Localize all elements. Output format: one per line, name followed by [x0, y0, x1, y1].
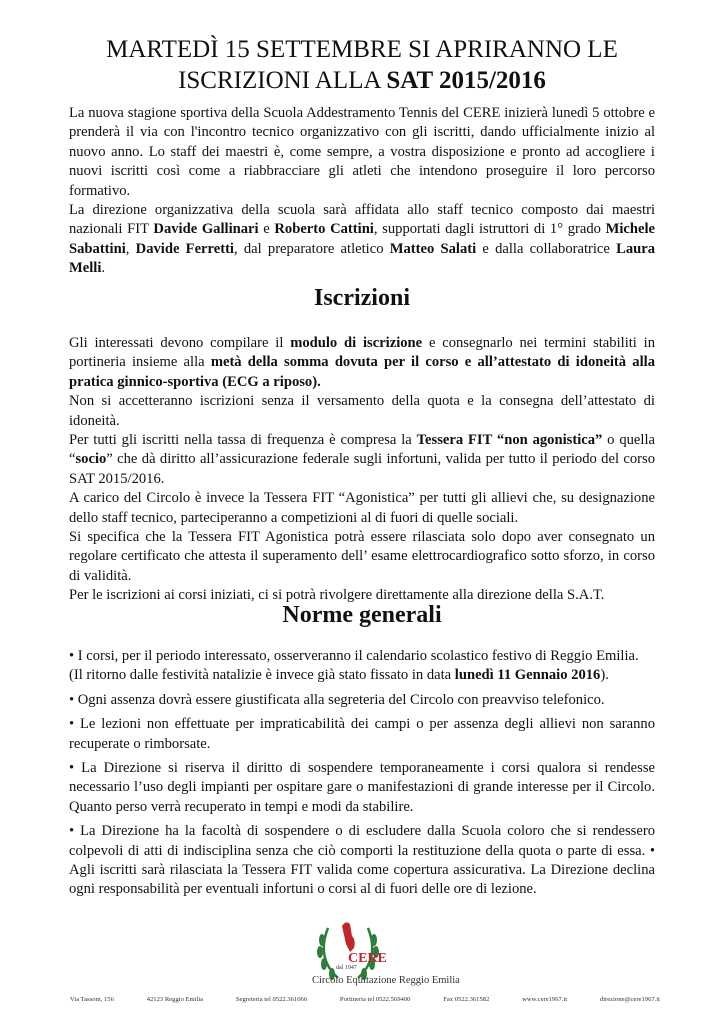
text: o quella “ — [69, 432, 655, 468]
footer-email: direzione@cere1967.it — [599, 996, 660, 1003]
footer-segreteria: Segreteria tel 0522.361066 — [235, 996, 308, 1003]
text: , supportati dagli istruttori di 1° grado — [373, 221, 606, 238]
footer-address: Via Tassoni, 156 — [70, 996, 114, 1003]
staff-name: Matteo Salati — [389, 240, 477, 257]
logo-established: dal 1947 — [336, 965, 357, 971]
text: La direzione organizzativa della scuola sarà affidata allo staff tecnico composto dai maestri nazionali FIT — [69, 202, 655, 238]
iscrizioni-paragraph-1 — [69, 334, 655, 392]
footer-fax: Fax 0522.361582 — [443, 996, 490, 1003]
title-line-2 — [60, 65, 664, 96]
text: . — [101, 260, 106, 277]
bold-text: lunedì 11 Gennaio 2016 — [454, 667, 601, 684]
iscrizioni-paragraph-4: A carico del Circolo è invece la Tessera FIT “Agonistica” per tutti gli allievi che, su designazione dello staff tecnico, parteciperanno a competizioni al di fuori di quelle sociali. — [69, 490, 655, 526]
bold-text: Tessera FIT “non agonistica” — [416, 432, 603, 449]
heading-iscrizioni: Iscrizioni — [314, 285, 410, 311]
footer-city: 42123 Reggio Emilia — [146, 996, 204, 1003]
logo-club-name: Circolo Equitazione Reggio Emilia — [312, 975, 460, 986]
intro-section — [69, 104, 655, 279]
staff-name: Davide Gallinari — [153, 221, 259, 238]
norme-section — [69, 647, 655, 905]
title-line-1: MARTEDÌ 15 SETTEMBRE SI APRIRANNO LE — [106, 36, 618, 63]
bold-text: modulo di iscrizione — [290, 335, 423, 351]
footer-contacts — [70, 996, 660, 1003]
page-title — [60, 34, 664, 96]
text: e dalla collaboratrice — [476, 240, 617, 257]
title-season: SAT 2015/2016 — [386, 67, 546, 94]
iscrizioni-paragraph-2: Non si accetteranno iscrizioni senza il versamento della quota e la consegna dell’attestato di idoneità. — [69, 393, 655, 429]
title-prefix: ISCRIZIONI ALLA — [178, 67, 387, 94]
iscrizioni-paragraph-3 — [69, 431, 655, 489]
horse-icon — [342, 922, 355, 952]
text: • I corsi, per il periodo interessato, osserveranno il calendario scolastico festivo di Reggio Emilia. — [69, 648, 639, 664]
text: ). — [600, 667, 609, 684]
iscrizioni-paragraph-5: Si specifica che la Tessera FIT Agonistica potrà essere rilasciata solo dopo aver consegnato un regolare certificato che attesta il superamento dell’ esame elettrocardiografico sotto sforzo, in corso di validità. — [69, 529, 655, 584]
text: Gli interessati devono compilare il — [69, 335, 291, 351]
norme-item-4: • La Direzione si riserva il diritto di sospendere temporaneamente i corsi qualora si rendesse necessario l’uso degli impianti per ospitare gare o manifestazioni di grande interesse per il Circolo. Quanto perso verrà recuperato in tempi e modi da stabilire. — [69, 760, 655, 815]
text: (Il ritorno dalle festività natalizie è invece già stato fissato in data — [69, 667, 455, 684]
footer-website: www.cere1967.it — [522, 996, 568, 1003]
norme-item-3: • Le lezioni non effettuate per impraticabilità dei campi o per assenza degli allievi non saranno recuperate o rimborsate. — [69, 716, 655, 752]
bold-text: metà della somma dovuta per il corso e all’attestato di idoneità alla pratica ginnico-sportiva (ECG a riposo). — [69, 354, 655, 390]
bold-text: socio — [75, 451, 107, 468]
text: ” che dà diritto all’assicurazione federale sugli infortuni, valida per tutto il periodo del corso SAT 2015/2016. — [69, 451, 655, 487]
heading-norme-generali: Norme generali — [282, 602, 442, 628]
text: e consegnarlo nei termini stabiliti in portineria insieme alla — [69, 335, 655, 371]
norme-item-2: • Ogni assenza dovrà essere giustificata alla segreteria del Circolo con preavviso telefonico. — [69, 691, 605, 708]
footer-portineria: Portineria tel 0522.569400 — [339, 996, 411, 1003]
text: , dal preparatore atletico — [234, 240, 390, 257]
text: , — [125, 240, 136, 257]
norme-item-1 — [69, 647, 655, 686]
iscrizioni-section — [69, 334, 655, 606]
intro-paragraph-1: La nuova stagione sportiva della Scuola Addestramento Tennis del CERE inizierà lunedì 5 ottobre e prenderà il via con l'incontro tecnico organizzativo con gli iscritti, dando ufficialmente inizio al nuovo anno. Lo staff dei maestri è, come sempre, a vostra disposizione e pronto ad accogliere i nuovi iscritti così come a riabbracciare gli atleti che intendono proseguire il loro percorso formativo. — [69, 105, 655, 199]
staff-name: Davide Ferretti — [135, 240, 234, 257]
intro-paragraph-2 — [69, 201, 655, 279]
iscrizioni-paragraph-6: Per le iscrizioni ai corsi iniziati, ci si potrà rivolgere direttamente alla direzione della S.A.T. — [69, 587, 605, 604]
logo-brand: CERE — [348, 951, 387, 966]
text: Per tutti gli iscritti nella tassa di frequenza è compresa la — [69, 432, 417, 449]
text: e — [258, 221, 275, 238]
staff-name: Michele Sabattini — [69, 221, 656, 257]
staff-name: Roberto Cattini — [274, 221, 374, 238]
norme-item-5: • La Direzione ha la facoltà di sospendere o di escludere dalla Scuola coloro che si rendessero colpevoli di atti di indisciplina senza che ciò comporti la restituzione della quota o parte di essa. • Agli iscritti sarà rilasciata la Tessera FIT valida come copertura assicurativa. La Direzione declina ogni responsabilità per eventuali infortuni o corsi al di fuori delle ore di lezione. — [69, 823, 655, 898]
staff-name: Laura Melli — [69, 240, 656, 277]
